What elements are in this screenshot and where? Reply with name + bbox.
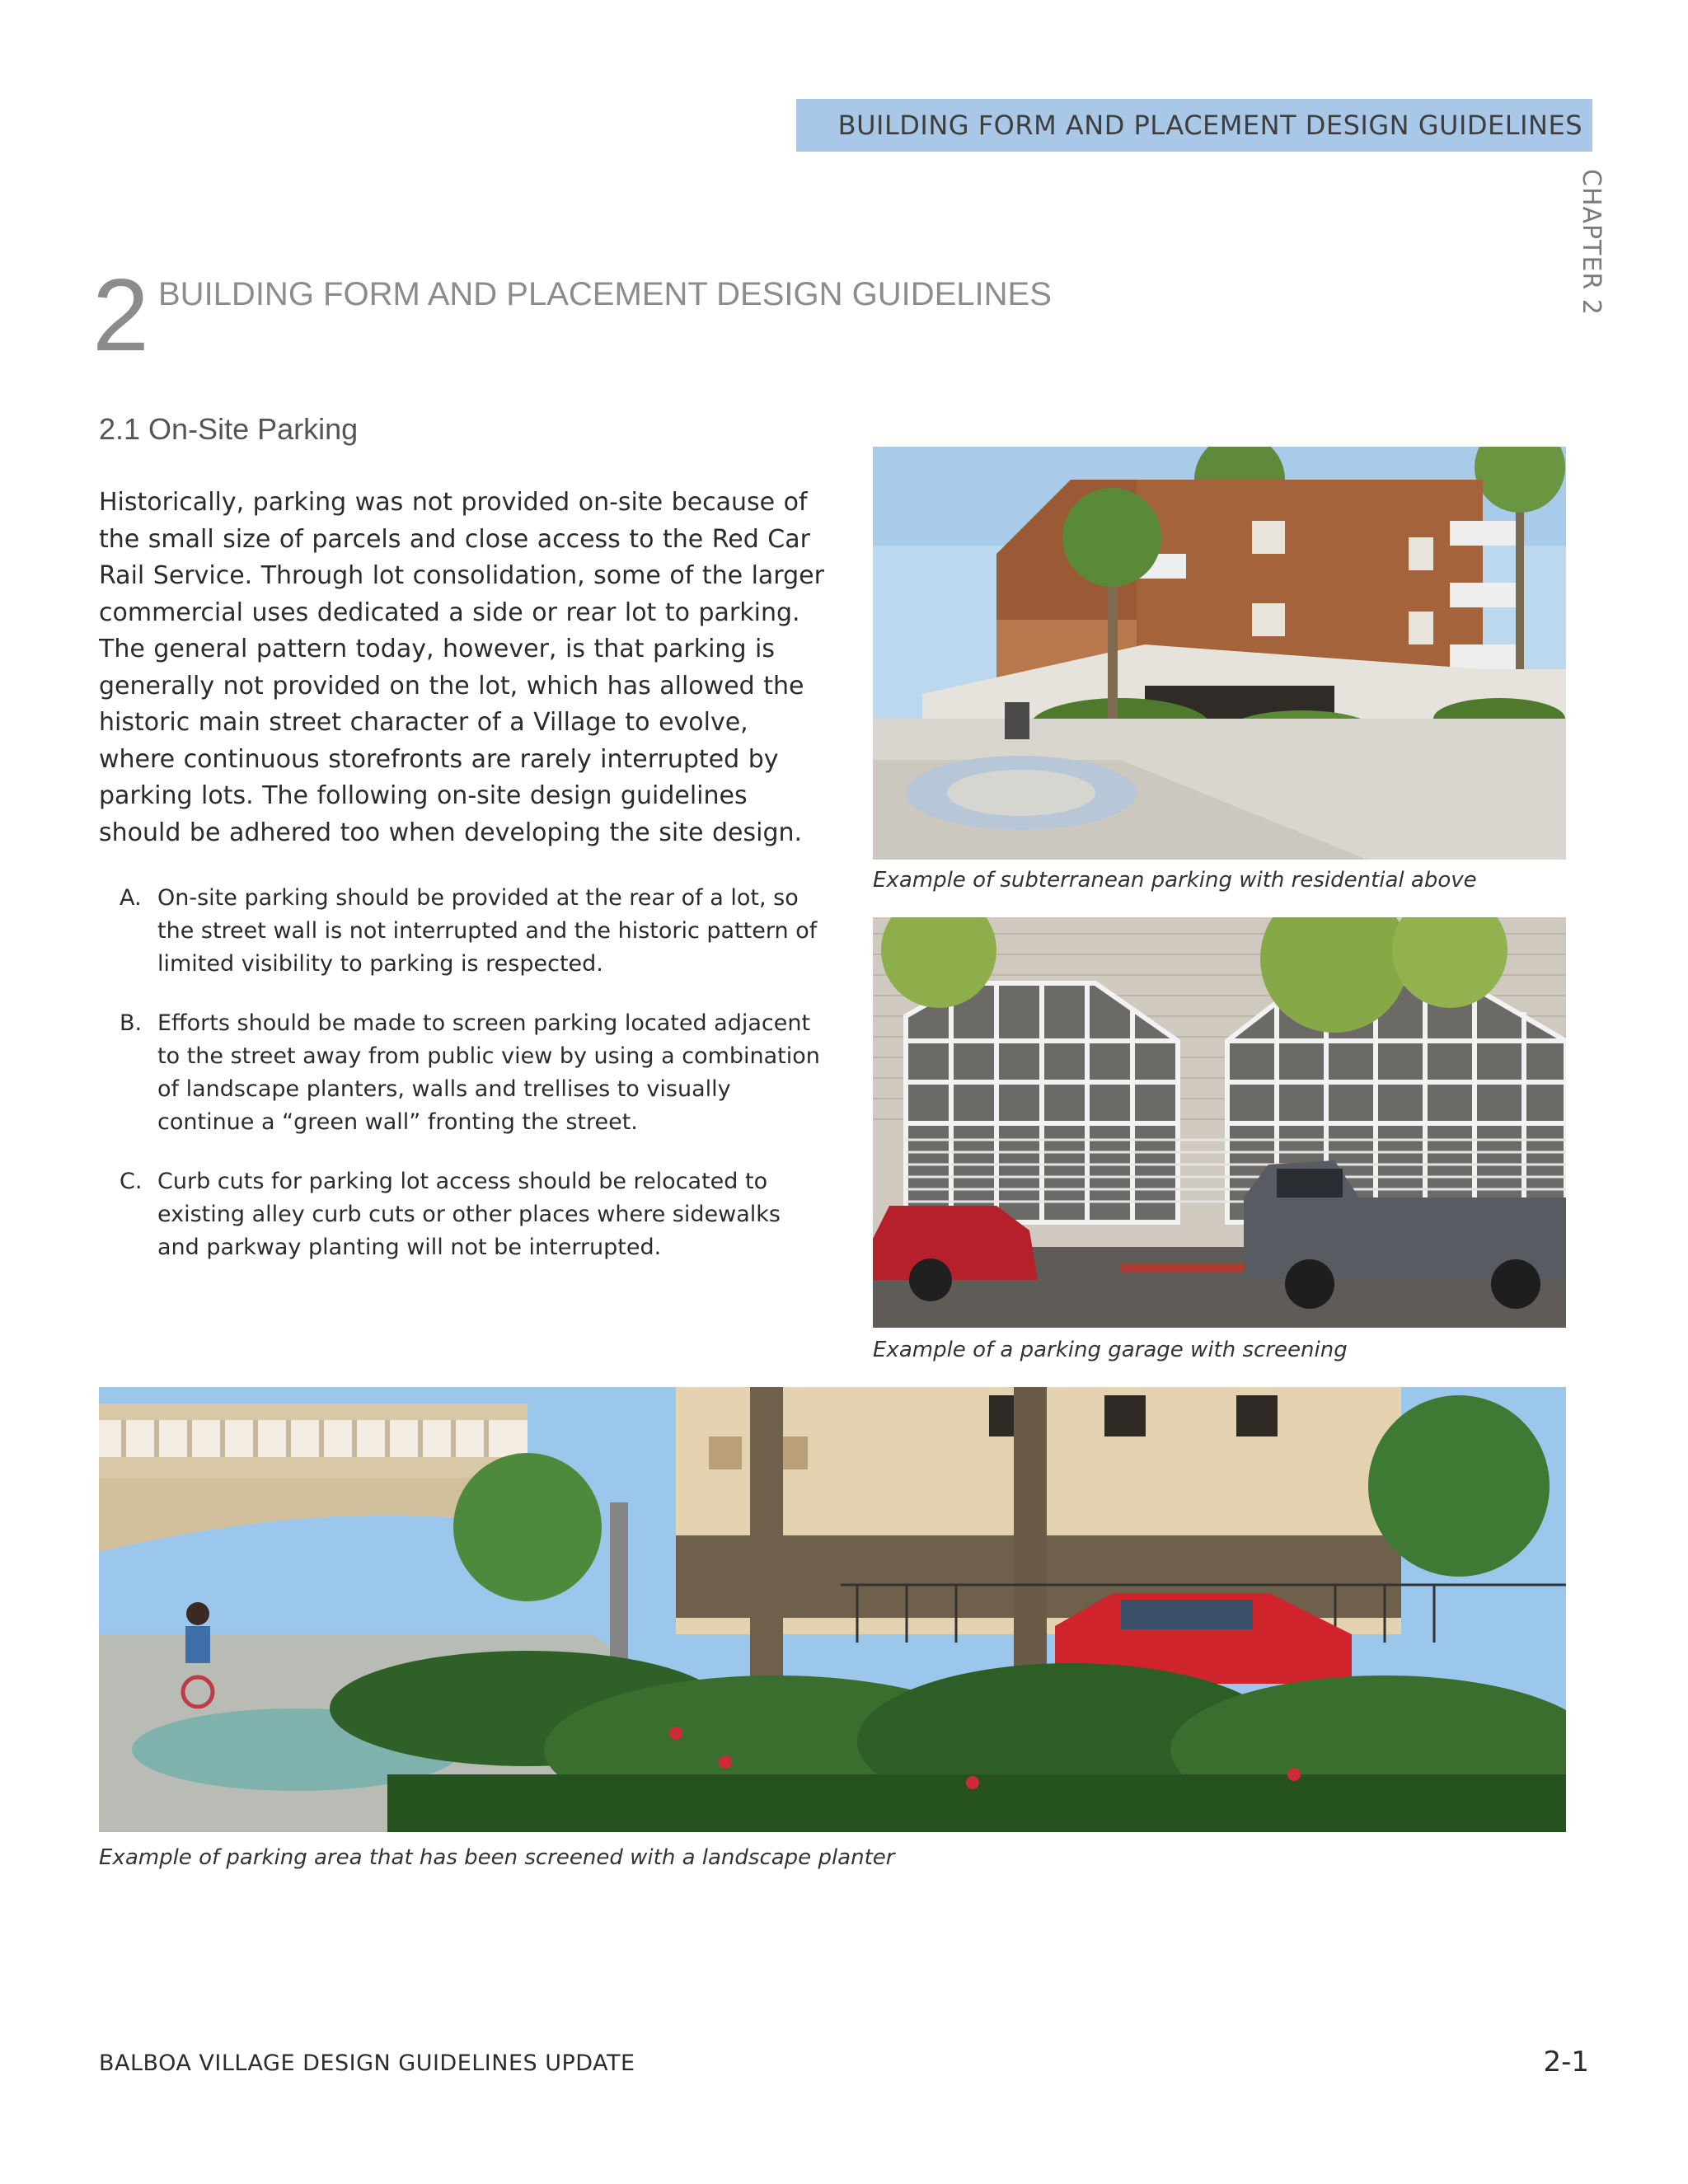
chapter-title: BUILDING FORM AND PLACEMENT DESIGN GUIDELINES [158, 276, 1052, 312]
guideline-text: Curb cuts for parking lot access should be relocated to existing alley curb cuts or other places where sidewalks and parkway planting will not be interrupted. [157, 1169, 781, 1260]
guideline-item [99, 1007, 824, 1139]
photo1-caption: Example of subterranean parking with residential above [873, 868, 1477, 893]
guideline-item [99, 1165, 824, 1264]
guideline-text: On-site parking should be provided at the rear of a lot, so the street wall is not interrupted and the historic pattern of limited visibility to parking is respected. [157, 885, 818, 977]
photo-subterranean-parking [873, 447, 1566, 860]
running-header-title: BUILDING FORM AND PLACEMENT DESIGN GUIDELINES [837, 110, 1582, 141]
guideline-letter: C. [120, 1169, 143, 1194]
chapter-number: 2 [92, 259, 149, 373]
chapter-tab: CHAPTER 2 [1577, 169, 1606, 316]
photo3-caption: Example of parking area that has been screened with a landscape planter [99, 1845, 895, 1870]
footer-document-title: BALBOA VILLAGE DESIGN GUIDELINES UPDATE [99, 2050, 635, 2076]
intro-paragraph: Historically, parking was not provided on-site because of the small size of parcels and close access to the Red Car Rail Service. Through lot consolidation, some of the larger commercial uses dedicated a side or rear lot to parking. The general pattern today, however, is that parking is generally not provided on the lot, which has allowed the historic main street character of a Village to evolve, where continuous storefronts are rarely interrupted by parking lots. The following on-site design guidelines should be adhered too when developing the site design. [99, 488, 824, 847]
guideline-list [99, 882, 824, 1291]
photo-parking-garage [873, 917, 1566, 1328]
guideline-item [99, 882, 824, 981]
photo-landscape-planter [99, 1387, 1566, 1832]
photo2-caption: Example of a parking garage with screening [873, 1338, 1348, 1362]
guideline-letter: A. [120, 885, 142, 911]
guideline-text: Efforts should be made to screen parking located adjacent to the street away from public view by using a combination of landscape planters, walls and trellises to visually continue a “green wall” fronting the street. [157, 1010, 820, 1135]
guideline-letter: B. [120, 1010, 143, 1036]
page-number: 2-1 [1543, 2046, 1589, 2079]
section-heading: 2.1 On-Site Parking [99, 412, 359, 446]
